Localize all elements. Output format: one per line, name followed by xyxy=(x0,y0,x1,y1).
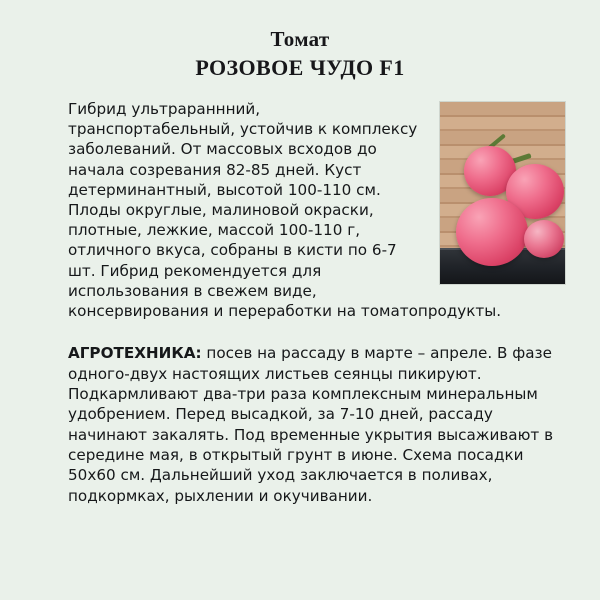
body-area xyxy=(30,99,570,506)
title-block xyxy=(30,26,570,83)
page-title-variety: РОЗОВОЕ ЧУДО F1 xyxy=(195,55,405,81)
page-title-crop: Томат xyxy=(270,27,330,51)
agrotechnics-text: посев на рассаду в марте – апреле. В фазе одного-двух настоящих листьев сеянцы пикируют. Подкармливают два-три раза комплексным минеральным удобрением. Перед высадкой, за 7-10 дней, рассаду начинают закалять. Под временные укрытия высаживают в середине мая, в открытый грунт в июне. Схема посадки 50х60 см. Дальнейший уход заключается в поливах, подкормках, рыхлении и окучивании. xyxy=(68,344,554,505)
tomato-fruit xyxy=(524,220,564,258)
agrotechnics-label: АГРОТЕХНИКА: xyxy=(68,344,202,363)
agrotechnics-paragraph xyxy=(68,343,560,506)
tomato-fruit xyxy=(456,198,528,266)
agrotechnics-section xyxy=(68,343,566,506)
description-paragraph: Гибрид ультрараннний, транспортабельный, устойчив к комплексу заболеваний. От массовых всходов до начала созревания 82-85 дней. Куст детерминантный, высотой 100-110 см. Плоды округлые, малиновой окраски, плотные, лежкие, массой 100-110 г, отличного вкуса, собраны в кисти по 6-7 шт. Гибрид рекомендуется для использования в свежем виде, консервирования и переработки на томатопродукты. xyxy=(68,99,502,321)
tomato-photo xyxy=(439,101,566,285)
